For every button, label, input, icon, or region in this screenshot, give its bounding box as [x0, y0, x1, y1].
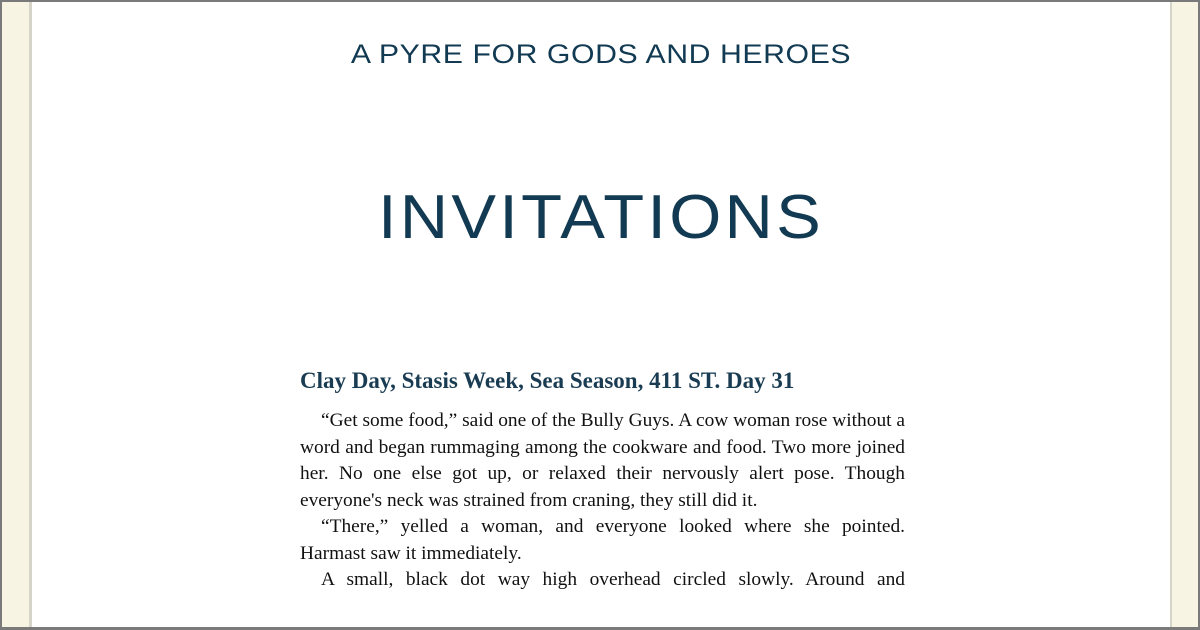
chapter-content: [300, 366, 905, 594]
section-heading: Clay Day, Stasis Week, Sea Season, 411 ST. Day 31: [300, 368, 795, 393]
running-header: A PYRE FOR GODS AND HEROES: [350, 39, 852, 69]
paragraph: “There,” yelled a woman, and everyone looked where she pointed. Harmast saw it immediately.: [300, 516, 905, 564]
chapter-title: INVITATIONS: [377, 183, 825, 252]
body-text: [300, 408, 905, 594]
book-page: [32, 2, 1170, 627]
paragraph: “Get some food,” said one of the Bully Guys. A cow woman rose without a word and began rummaging among the cookware and food. Two more joined her. No one else got up, or relaxed their nervously alert pose. Though everyone's neck was strained from craning, they still did it.: [300, 410, 905, 511]
reader-viewport: [2, 2, 1198, 627]
paragraph: A small, black dot way high overhead circled slowly. Around and: [321, 569, 905, 590]
page-edge-right: [1170, 2, 1172, 627]
